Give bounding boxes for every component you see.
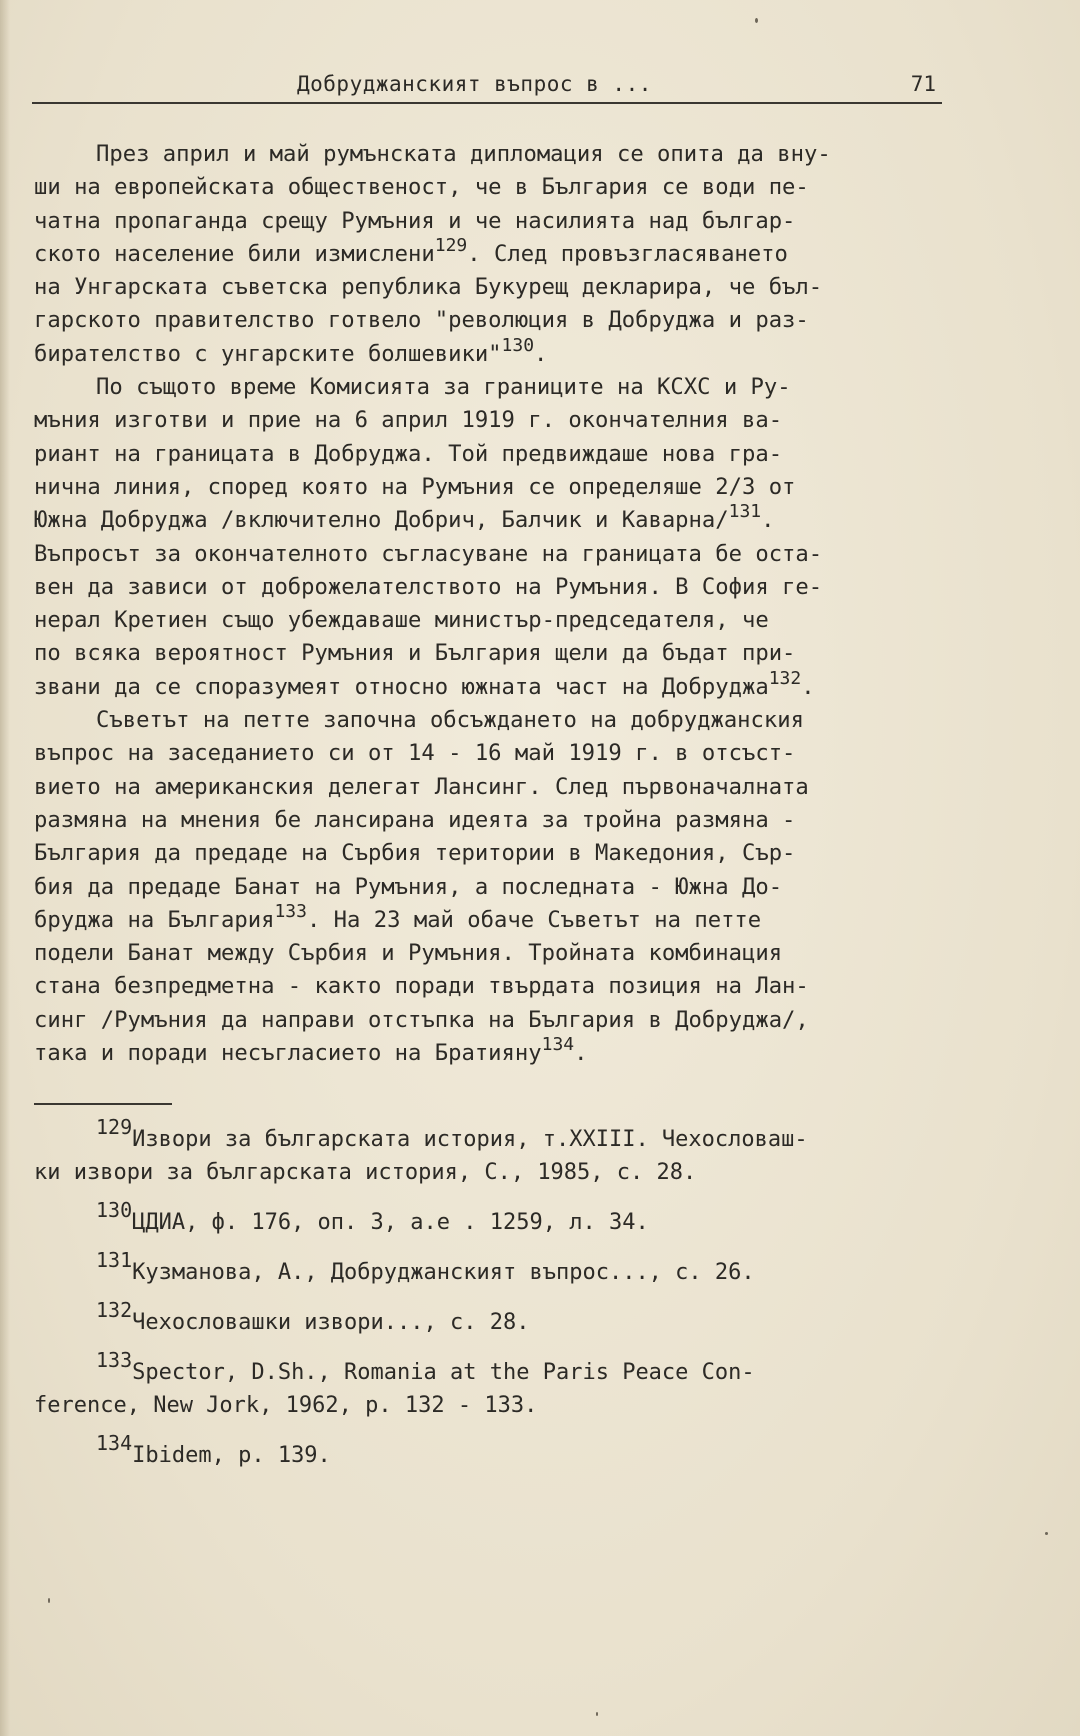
line-text: вен да зависи от доброжелателството на Румъния. В София ге- <box>34 573 823 600</box>
text-line <box>34 704 954 737</box>
line-text: нична линия, според която на Румъния се определяше 2/3 от <box>34 473 796 500</box>
line-text: подели Банат между Сърбия и Румъния. Тройната комбинация <box>34 940 783 967</box>
text-line <box>34 538 954 571</box>
text-line <box>34 171 954 204</box>
line-text: на Унгарската съветска република Букурещ декларира, че бъл- <box>34 274 823 301</box>
page-edge-shadow <box>0 0 10 1736</box>
text-line <box>34 404 954 437</box>
line-text: размяна на мнения бе лансирана идеята за тройна размяна - <box>34 806 796 833</box>
line-text: стана безпредметна - както поради твърдата позиция на Лан- <box>34 973 809 1000</box>
footnote-text: Ibidem, p. 139. <box>132 1443 331 1468</box>
footnote-spacing <box>34 1289 954 1306</box>
line-text-after-reference: . След провъзгласяването <box>467 240 788 267</box>
text-line <box>34 937 954 970</box>
footnote-number: 129 <box>96 1115 133 1139</box>
line-text: Въпросът за окончателното съгласуване на границата бе оста- <box>34 540 823 567</box>
line-text-after-reference: . <box>761 507 775 534</box>
text-line <box>34 1004 954 1037</box>
text-line <box>34 138 954 171</box>
footnote-reference: 132 <box>768 667 802 689</box>
line-text: България да предаде на Сърбия територии в Македония, Сър- <box>34 840 796 867</box>
text-line <box>34 205 954 238</box>
paper-speck <box>596 1712 598 1716</box>
line-text: гарското правителство готвело "революция в Добруджа и раз- <box>34 307 809 334</box>
line-text: синг /Румъния да направи отстъпка на България в Добруджа/, <box>34 1006 809 1033</box>
line-text: чатна пропаганда срещу Румъния и че насилията над българ- <box>34 207 796 234</box>
line-text: Съветът на петте започна обсъждането на добруджанския <box>96 707 804 734</box>
line-text: мъния изготви и прие на 6 април 1919 г. окончателния ва- <box>34 407 783 434</box>
footnote-reference: 134 <box>541 1034 575 1056</box>
footnote-continuation: ference, New Jork, 1962, p. 132 - 133. <box>34 1393 538 1418</box>
running-title: Добруджанският въпрос в ... <box>297 72 652 96</box>
text-line <box>34 1034 954 1070</box>
text-line <box>34 970 954 1003</box>
line-text: въпрос на заседанието си от 14 - 16 май 1919 г. в отсъст- <box>34 740 796 767</box>
text-line <box>34 334 954 371</box>
line-text: риант на границата в Добруджа. Той предвиждаше нова гра- <box>34 440 783 467</box>
footnote-number: 134 <box>96 1431 133 1455</box>
line-text: звани да се споразумеят относно южната част на Добруджа <box>34 673 769 700</box>
footnote-number: 132 <box>96 1298 133 1322</box>
footnote-text: Чехословашки извори..., с. 28. <box>132 1310 530 1335</box>
footnote-spacing <box>34 1189 954 1206</box>
footnote <box>34 1198 954 1239</box>
line-text: по всяка вероятност Румъния и България щели да бъдат при- <box>34 640 796 667</box>
footnote-spacing <box>34 1422 954 1439</box>
footnote-text: Кузманова, А., Добруджанският въпрос..., с. 26. <box>132 1260 755 1285</box>
footnote-continuation: ки извори за българската история, С., 1985, с. 28. <box>34 1160 697 1185</box>
main-text <box>34 138 954 1070</box>
footnote-number: 130 <box>96 1198 133 1222</box>
paper-speck <box>1045 1532 1048 1535</box>
footnote <box>34 1431 954 1472</box>
footnote <box>34 1298 954 1339</box>
text-line <box>34 304 954 337</box>
footnote-reference: 133 <box>274 900 307 922</box>
line-text-after-reference: . <box>534 340 548 367</box>
footnote-reference: 129 <box>434 234 468 256</box>
line-text-after-reference: . <box>801 673 815 700</box>
text-line <box>34 234 954 271</box>
page-number: 71 <box>910 72 936 96</box>
line-text: вието на американския делегат Лансинг. След първоначалната <box>34 773 809 800</box>
line-text: бруджа на България <box>34 906 275 933</box>
footnotes <box>34 1115 954 1472</box>
line-text-after-reference: . <box>574 1040 588 1067</box>
line-text: През април и май румънската дипломация се опита да вну- <box>96 141 831 167</box>
paper-speck <box>755 18 758 23</box>
footnote-spacing <box>34 1339 954 1356</box>
line-text: ши на европейската общественост, че в България се води пе- <box>34 174 809 201</box>
footnote-number: 131 <box>96 1248 133 1272</box>
footnote-spacing <box>34 1239 954 1256</box>
text-line <box>34 771 954 804</box>
footnote-separator <box>34 1103 172 1105</box>
paper-speck <box>48 1598 50 1603</box>
line-text: Южна Добруджа /включително Добрич, Балчик и Каварна/ <box>34 507 729 534</box>
running-header <box>32 68 942 104</box>
line-text-after-reference: . На 23 май обаче Съветът на петте <box>306 906 762 933</box>
line-text: нерал Кретиен също убеждаваше министър-председателя, че <box>34 607 769 634</box>
text-line <box>34 737 954 770</box>
text-line <box>34 501 954 537</box>
text-line <box>34 804 954 837</box>
text-line <box>34 871 954 904</box>
line-text: бирателство с унгарските болшевики" <box>34 340 502 367</box>
text-line <box>34 571 954 604</box>
footnote-text: Spector, D.Sh., Romania at the Paris Peace Con- <box>132 1360 755 1385</box>
text-line <box>34 438 954 471</box>
text-line <box>34 271 954 304</box>
text-line <box>34 637 954 670</box>
footnote-reference: 130 <box>501 334 535 356</box>
footnote <box>34 1248 954 1289</box>
text-line <box>34 900 954 937</box>
text-line <box>34 371 954 404</box>
footnote <box>34 1115 954 1156</box>
line-text: така и поради несъгласието на Братияну <box>34 1040 542 1067</box>
text-line <box>34 837 954 870</box>
footnote-reference: 131 <box>728 501 762 523</box>
footnote-text: ЦДИА, ф. 176, оп. 3, а.е . 1259, л. 34. <box>132 1210 649 1235</box>
line-text: По същото време Комисията за границите на КСХС и Ру- <box>96 374 791 401</box>
footnote-number: 133 <box>96 1348 133 1372</box>
line-text: ското население били измислени <box>34 240 435 267</box>
line-text: бия да предаде Банат на Румъния, а последната - Южна До- <box>34 873 783 900</box>
footnote-text: Извори за българската история, т.XXIII. Чехословаш- <box>132 1127 808 1152</box>
text-line <box>34 471 954 504</box>
text-line <box>34 604 954 637</box>
footnote <box>34 1348 954 1389</box>
text-line <box>34 667 954 704</box>
